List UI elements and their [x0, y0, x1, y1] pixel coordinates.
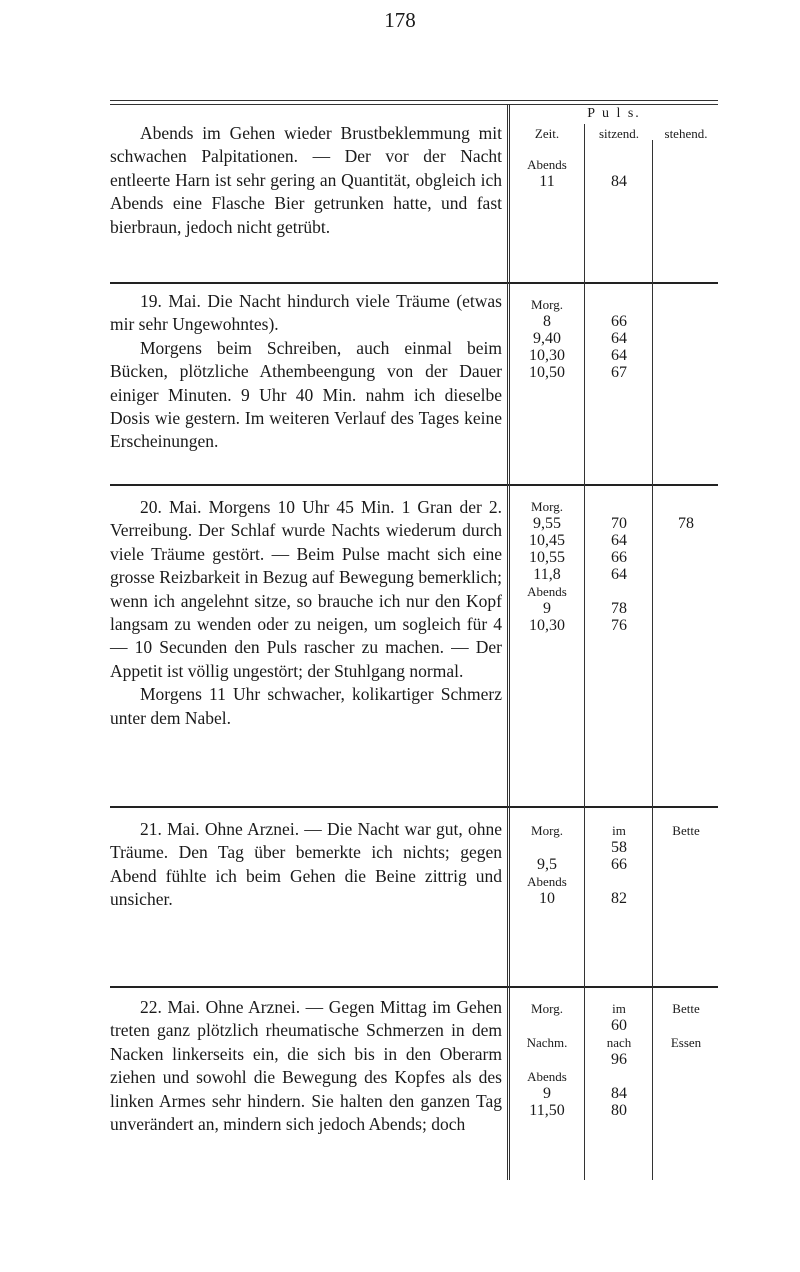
zeit-value: Morg. — [531, 1001, 563, 1016]
stehend-column — [654, 498, 718, 532]
zeit-value: 10,55 — [529, 549, 565, 566]
zeit-column — [510, 1000, 584, 1119]
entry-paragraph: 19. Mai. Die Nacht hindurch viele Träume (etwas mir sehr Ungewohntes). — [110, 291, 502, 335]
entry-paragraph: Abends im Gehen wieder Brustbeklemmung mit schwachen Palpitationen. — Der vor der Nacht entleerte Harn ist sehr gering an Quantität, obgleich ich Abends eine Flasche Bier getrunken hatte, und fast bierbraun, jedoch nicht getrübt. — [110, 123, 502, 237]
entry-divider — [110, 806, 718, 808]
entry-paragraph: Morgens beim Schreiben, auch einmal beim Bücken, plötzliche Athembeengung von der Dauer einiger Minuten. 9 Uhr 40 Min. nahm ich dieselbe Dosis wie gestern. Im weiteren Verlauf des Tages keine Erscheinungen. — [110, 337, 502, 452]
sitzend-value: 70 — [611, 515, 627, 532]
sitzend-value: 67 — [611, 364, 627, 381]
sitzend-column — [586, 122, 652, 190]
zeit-value: 10,50 — [529, 364, 565, 381]
zeit-value: 10,45 — [529, 532, 565, 549]
zeit-value: Abends — [527, 584, 567, 599]
zeit-value: 9,40 — [533, 330, 561, 347]
zeit-value: 10 — [539, 890, 555, 907]
entry-paragraph: 20. Mai. Morgens 10 Uhr 45 Min. 1 Gran der 2. Verreibung. Der Schlaf wurde Nachts wiederum durch viele Träume gestört. — Beim Pulse macht sich eine grosse Reizbarkeit in Bezug auf Bewegung bemerklich; wenn ich angelehnt sitze, so brauche ich nur den Kopf langsam zu wenden oder zu neigen, um sogleich für 4 — 10 Secunden den Puls rascher zu machen. — Der Appetit ist völlig ungestört; der Stuhlgang normal. — [110, 497, 502, 681]
zeit-value: Morg. — [531, 499, 563, 514]
sitzend-value: 64 — [611, 330, 627, 347]
zeit-column — [510, 498, 584, 634]
entry-paragraph: Morgens 11 Uhr schwacher, kolikartiger Schmerz unter dem Nabel. — [110, 684, 502, 728]
sitzend-value: 84 — [611, 1085, 627, 1102]
zeit-value: 11 — [539, 173, 555, 190]
zeit-value: Abends — [527, 874, 567, 889]
zeit-value: 10,30 — [529, 617, 565, 634]
stehend-value: Essen — [670, 1035, 702, 1050]
entry-text — [110, 496, 502, 730]
zeit-value: 10,30 — [529, 347, 565, 364]
zeit-value: Abends — [527, 1069, 567, 1084]
top-rule — [110, 100, 718, 101]
diary-table — [110, 100, 718, 1180]
zeit-value: 9 — [543, 1085, 551, 1102]
entry-paragraph: 22. Mai. Ohne Arznei. — Gegen Mittag im Gehen treten ganz plötzlich rheumatische Schmerzen in dem Nacken linkerseits ein, die sich bis in den Oberarm ziehen und sowohl die Bewegung des Kopfes als des linken Armes sehr hindern. Sie halten den ganzen Tag unverändert an, mindern sich jedoch Abends; doch — [110, 997, 502, 1135]
zeit-value: 9,55 — [533, 515, 561, 532]
sitzend-value: 84 — [611, 173, 627, 190]
zeit-value: 9 — [543, 600, 551, 617]
zeit-value — [510, 122, 584, 139]
sitzend-value: 80 — [611, 1102, 627, 1119]
column-divider — [652, 140, 653, 1180]
zeit-value: Morg. — [531, 823, 563, 838]
entry-paragraph: 21. Mai. Ohne Arznei. — Die Nacht war gut, ohne Träume. Den Tag über bemerkte ich nichts; gegen Abend fühlte ich beim Gehen die Beine zittrig und unsicher. — [110, 819, 502, 910]
entry-text — [110, 818, 502, 912]
zeit-value — [510, 139, 584, 156]
zeit-value: Morg. — [531, 297, 563, 312]
sitzend-value: 96 — [611, 1051, 627, 1068]
sitzend-column — [586, 296, 652, 381]
pulse-header: P u l s. — [587, 106, 641, 121]
sitzend-value: nach — [606, 1035, 632, 1050]
sitzend-value: 78 — [611, 600, 627, 617]
sitzend-value: 60 — [611, 1017, 627, 1034]
entry-text — [110, 996, 502, 1136]
sitzend-value: 76 — [611, 617, 627, 634]
sitzend-header: sitzend. — [598, 126, 640, 141]
page-number: 178 — [384, 8, 416, 32]
entry-text — [110, 122, 502, 239]
sitzend-value: im — [612, 823, 626, 838]
entry-text — [110, 290, 502, 454]
entry-divider — [110, 282, 718, 284]
sitzend-value: 64 — [611, 566, 627, 583]
sitzend-value: 64 — [611, 532, 627, 549]
zeit-column — [510, 122, 584, 190]
sitzend-value: 64 — [611, 347, 627, 364]
stehend-value: 78 — [678, 515, 694, 532]
zeit-value: 11,50 — [529, 1102, 565, 1119]
zeit-column — [510, 822, 584, 907]
column-divider — [584, 124, 585, 1180]
stehend-column — [654, 1000, 718, 1051]
zeit-column — [510, 296, 584, 381]
sitzend-column — [586, 498, 652, 634]
top-rule-2 — [110, 104, 718, 105]
stehend-header: stehend. — [664, 126, 708, 141]
sitzend-value: im — [612, 1001, 626, 1016]
zeit-header: Zeit. — [534, 126, 560, 141]
stehend-column — [654, 822, 718, 839]
sitzend-value: 82 — [611, 890, 627, 907]
entry-divider — [110, 484, 718, 486]
stehend-value: Bette — [672, 1001, 700, 1016]
zeit-value: Nachm. — [526, 1035, 568, 1050]
zeit-value: 9,5 — [537, 856, 557, 873]
sitzend-column — [586, 1000, 652, 1119]
sitzend-column — [586, 822, 652, 907]
zeit-value: Abends — [527, 157, 567, 172]
stehend-value: Bette — [672, 823, 700, 838]
sitzend-value: 66 — [611, 313, 627, 330]
sitzend-value: 66 — [611, 856, 627, 873]
zeit-value: 8 — [543, 313, 551, 330]
entry-divider — [110, 986, 718, 988]
sitzend-value: 58 — [611, 839, 627, 856]
zeit-value: 11,8 — [533, 566, 561, 583]
sitzend-value: 66 — [611, 549, 627, 566]
